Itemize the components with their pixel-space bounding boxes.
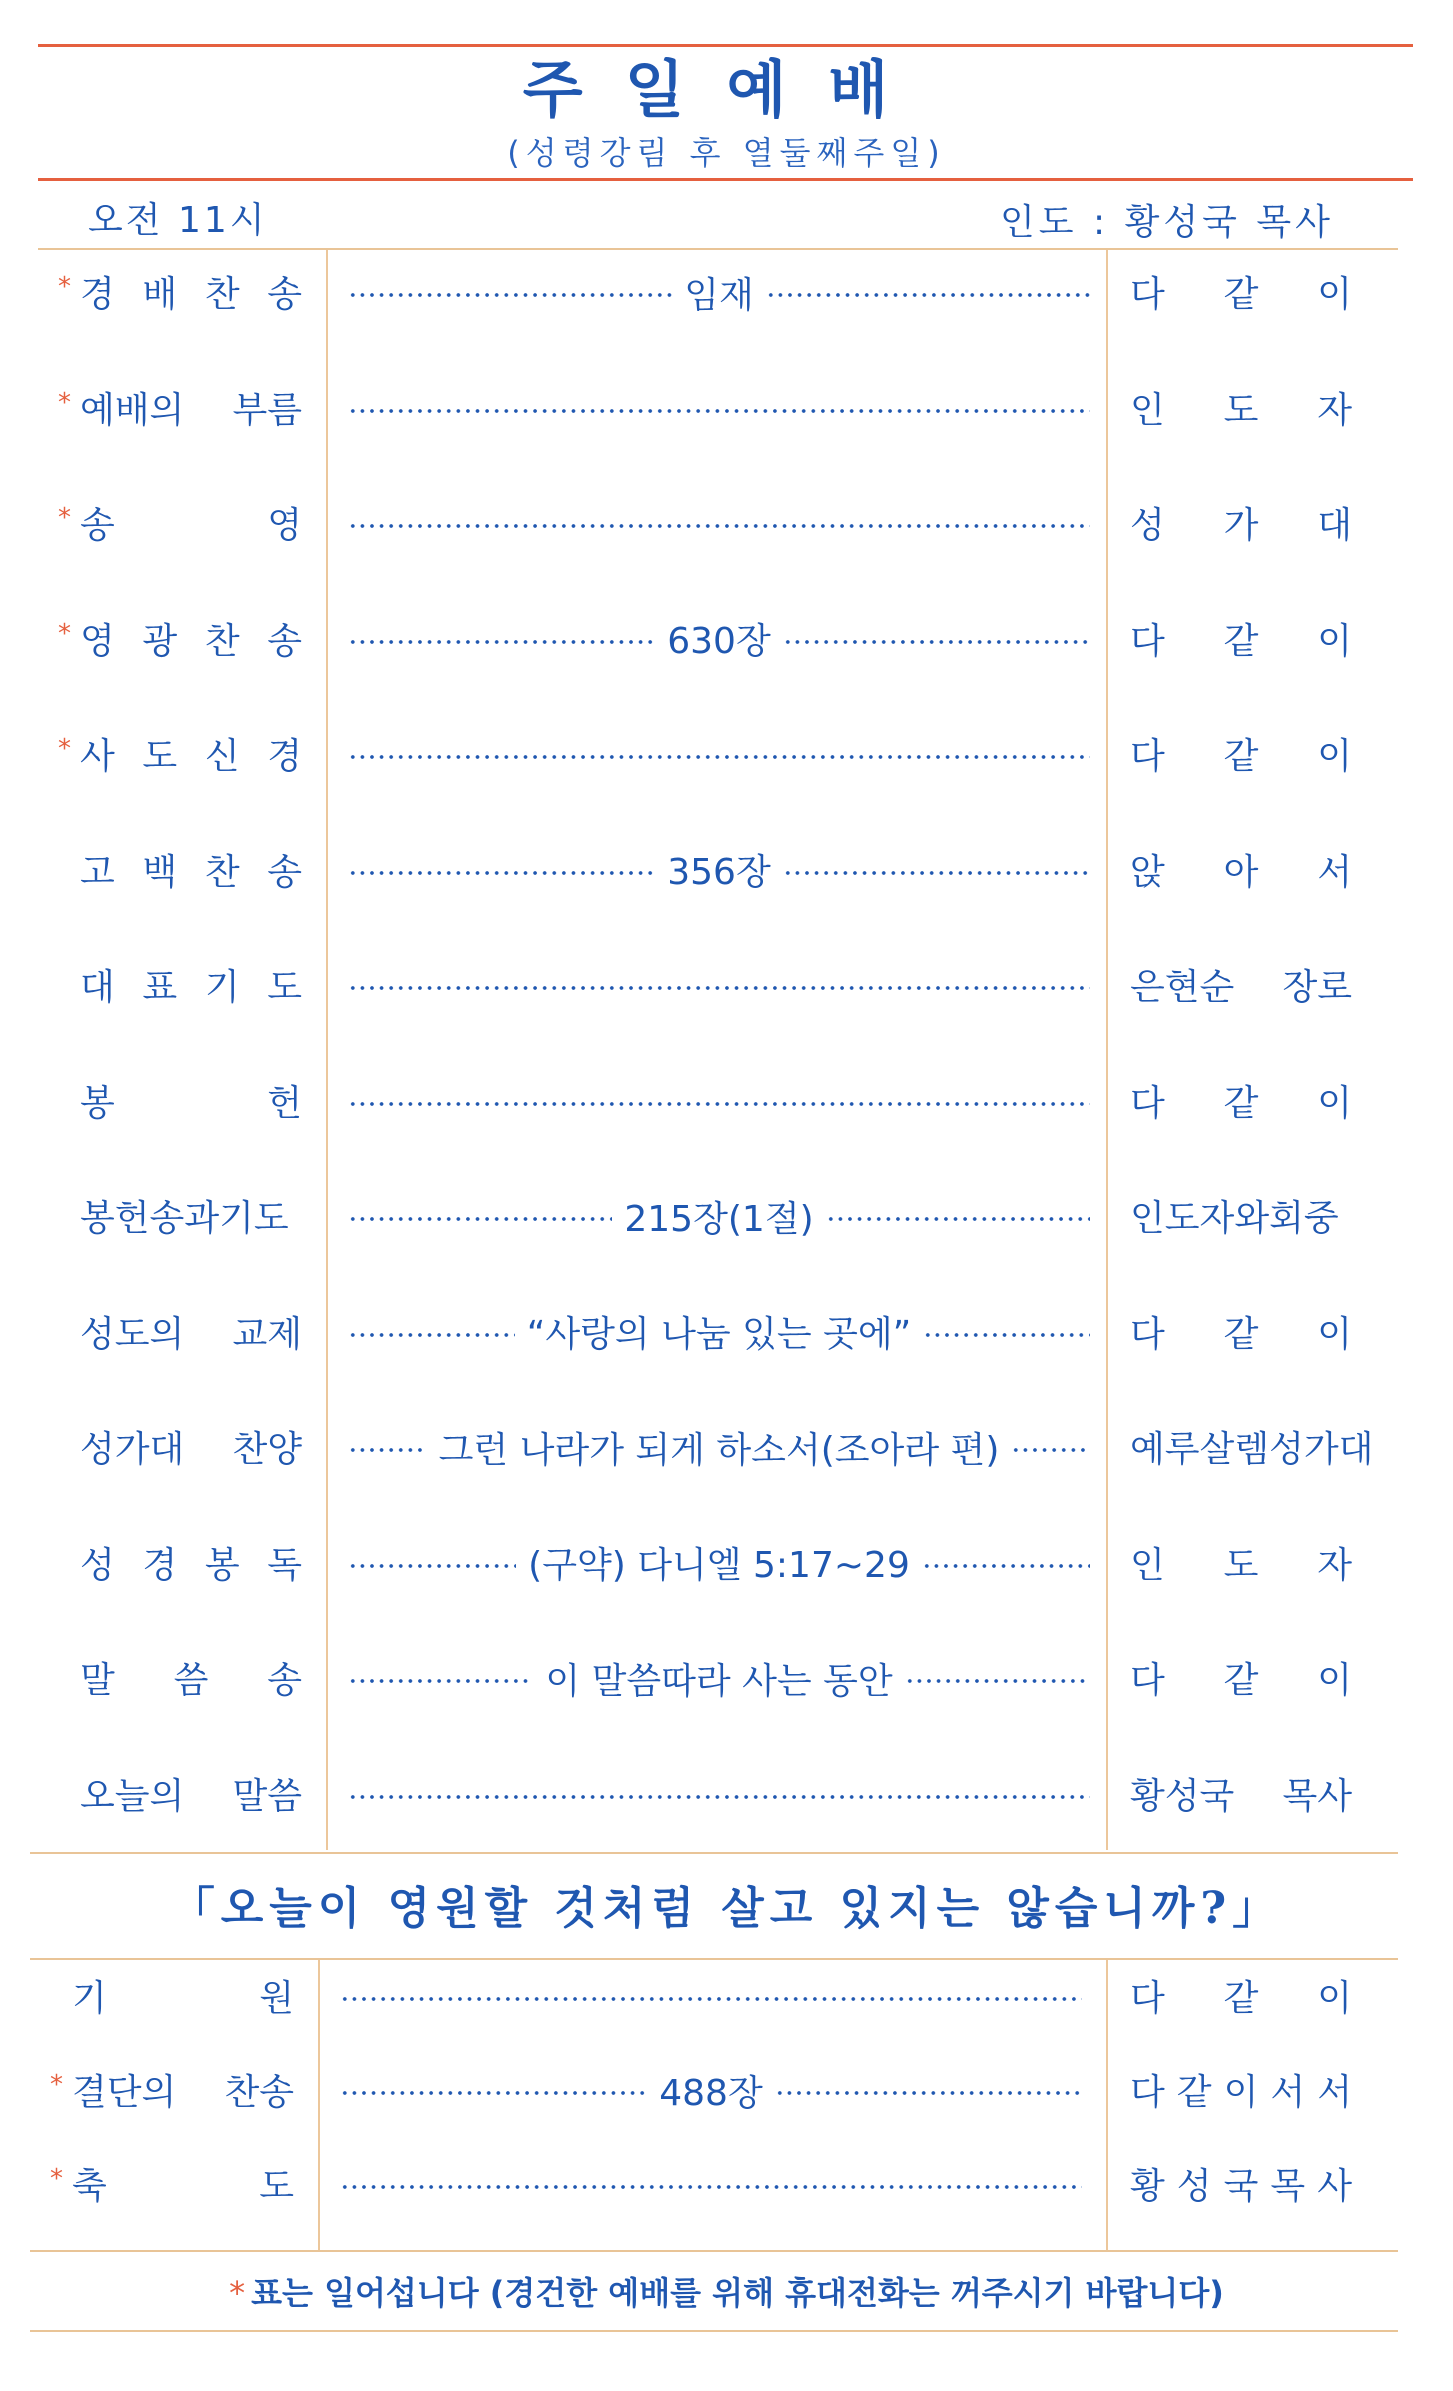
page-subtitle: (성령강림 후 열둘째주일) bbox=[507, 134, 946, 172]
standing-star-icon: * bbox=[58, 387, 71, 418]
worship-row bbox=[0, 493, 1453, 553]
left-column-divider bbox=[326, 250, 328, 1850]
footnote-text: 표는 일어섭니다 (경건한 예배를 위해 휴대전화는 꺼주시기 바랍니다) bbox=[251, 2274, 1224, 2312]
worship-item-label: 예배의 부름 bbox=[80, 389, 302, 431]
worship-item-label: 고 백 찬 송 bbox=[80, 851, 302, 893]
worship-item-detail bbox=[340, 2154, 1082, 2214]
worship-row bbox=[0, 262, 1453, 322]
worship-item-detail bbox=[348, 955, 1090, 1015]
worship-item-detail bbox=[348, 840, 1090, 900]
worship-row bbox=[0, 1764, 1453, 1824]
standing-star-icon: * bbox=[58, 503, 71, 533]
worship-item-responsible: 성 가 대 bbox=[1130, 505, 1352, 546]
detail-text: “사랑의 나눔 있는 곳에” bbox=[526, 1314, 912, 1355]
right-column-divider bbox=[1106, 250, 1108, 1850]
worship-row bbox=[0, 1966, 1453, 2026]
detail-text: 임재 bbox=[684, 274, 754, 316]
worship-row bbox=[0, 1071, 1453, 1131]
worship-item-detail bbox=[340, 2060, 1082, 2120]
worship-item-detail bbox=[348, 724, 1090, 784]
worship-row bbox=[0, 1302, 1453, 1362]
worship-item-detail bbox=[348, 1764, 1090, 1824]
standing-star-icon: * bbox=[50, 2070, 63, 2100]
header-tan-rule bbox=[38, 248, 1398, 250]
closing-bottom-rule bbox=[30, 2250, 1398, 2252]
worship-item-responsible: 다 같 이 bbox=[1130, 1313, 1352, 1355]
worship-row bbox=[0, 1648, 1453, 1708]
worship-item-label: 결단의 찬송 bbox=[72, 2072, 294, 2113]
worship-item-detail bbox=[348, 1071, 1090, 1131]
standing-star-icon: * bbox=[50, 2164, 63, 2194]
worship-item-detail bbox=[348, 493, 1090, 553]
worship-row bbox=[0, 1533, 1453, 1593]
worship-item-detail bbox=[348, 609, 1090, 669]
worship-row bbox=[0, 378, 1453, 438]
worship-item-responsible: 예루살렘성가대 bbox=[1130, 1429, 1374, 1470]
detail-text: 630장 bbox=[667, 621, 771, 662]
worship-item-responsible: 다 같 이 bbox=[1130, 736, 1352, 777]
standing-star-icon: * bbox=[58, 734, 71, 764]
page-title: 주일예배 bbox=[522, 53, 931, 126]
worship-item-label: 말 씀 송 bbox=[80, 1660, 302, 1701]
worship-row bbox=[0, 2060, 1453, 2120]
service-time: 오전 11시 bbox=[88, 200, 268, 241]
worship-item-responsible: 앉 아 서 bbox=[1130, 851, 1352, 893]
sermon-title: 「오늘이 영원할 것처럼 살고 있지는 않습니까?」 bbox=[170, 1883, 1283, 1934]
footnote bbox=[0, 2268, 1453, 2314]
worship-item-label: 봉 헌 bbox=[80, 1082, 302, 1124]
detail-text: 이 말씀따라 사는 동안 bbox=[545, 1660, 893, 1702]
detail-text: 215장(1절) bbox=[624, 1198, 814, 1240]
worship-item-detail bbox=[348, 1533, 1090, 1593]
detail-text: 356장 bbox=[667, 852, 771, 893]
worship-item-label: 송 영 bbox=[80, 505, 302, 546]
worship-item-label: 영 광 찬 송 bbox=[80, 620, 302, 662]
worship-row bbox=[0, 609, 1453, 669]
detail-text: 그런 나라가 되게 하소서(조아라 편) bbox=[438, 1429, 1000, 1471]
worship-item-responsible: 은현순 장로 bbox=[1130, 967, 1352, 1008]
worship-item-responsible: 황성국 목사 bbox=[1130, 1775, 1352, 1817]
worship-row bbox=[0, 724, 1453, 784]
worship-item-label: 오늘의 말씀 bbox=[80, 1775, 302, 1817]
standing-mark-icon: * bbox=[229, 2274, 246, 2312]
worship-item-detail bbox=[348, 1302, 1090, 1362]
worship-item-responsible: 인 도 자 bbox=[1130, 1544, 1352, 1586]
service-leader: 인도 : 황성국 목사 bbox=[1000, 202, 1334, 243]
worship-item-responsible: 황 성 국 목 사 bbox=[1130, 2166, 1352, 2207]
worship-item-responsible: 다 같 이 bbox=[1130, 1660, 1352, 1701]
worship-item-detail bbox=[348, 1417, 1090, 1477]
worship-item-detail bbox=[348, 1186, 1090, 1246]
worship-item-detail bbox=[340, 1966, 1082, 2026]
worship-item-responsible: 다 같 이 bbox=[1130, 1082, 1352, 1124]
worship-item-responsible: 인 도 자 bbox=[1130, 389, 1352, 431]
worship-item-responsible: 다 같 이 bbox=[1130, 1978, 1352, 2019]
footer-rule bbox=[30, 2330, 1398, 2332]
worship-row bbox=[0, 1417, 1453, 1477]
worship-item-label: 축 도 bbox=[72, 2166, 294, 2207]
worship-item-label: 봉헌송과기도 bbox=[80, 1198, 289, 1239]
sermon-bottom-rule bbox=[30, 1958, 1398, 1960]
worship-item-responsible: 다 같 이 bbox=[1130, 620, 1352, 662]
worship-item-detail bbox=[348, 378, 1090, 438]
worship-row bbox=[0, 955, 1453, 1015]
worship-item-detail bbox=[348, 262, 1090, 322]
worship-item-responsible: 인도자와회중 bbox=[1130, 1198, 1339, 1239]
worship-item-label: 성도의 교제 bbox=[80, 1313, 302, 1355]
worship-item-label: 기 원 bbox=[72, 1978, 294, 2019]
worship-item-responsible: 다 같 이 서 서 bbox=[1130, 2072, 1352, 2113]
detail-text: 488장 bbox=[659, 2072, 763, 2114]
standing-star-icon: * bbox=[58, 272, 71, 302]
sermon-top-rule bbox=[30, 1852, 1398, 1854]
worship-item-label: 성가대 찬양 bbox=[80, 1429, 302, 1470]
standing-star-icon: * bbox=[58, 618, 71, 649]
worship-item-label: 경 배 찬 송 bbox=[80, 274, 302, 315]
header-red-rule bbox=[38, 178, 1413, 181]
worship-row bbox=[0, 2154, 1453, 2214]
worship-row bbox=[0, 840, 1453, 900]
worship-item-responsible: 다 같 이 bbox=[1130, 274, 1352, 315]
worship-row bbox=[0, 1186, 1453, 1246]
worship-item-label: 사 도 신 경 bbox=[80, 736, 302, 777]
worship-item-detail bbox=[348, 1648, 1090, 1708]
worship-item-label: 대 표 기 도 bbox=[80, 967, 302, 1008]
detail-text: (구약) 다니엘 5:17~29 bbox=[528, 1545, 910, 1586]
worship-item-label: 성 경 봉 독 bbox=[80, 1544, 302, 1586]
